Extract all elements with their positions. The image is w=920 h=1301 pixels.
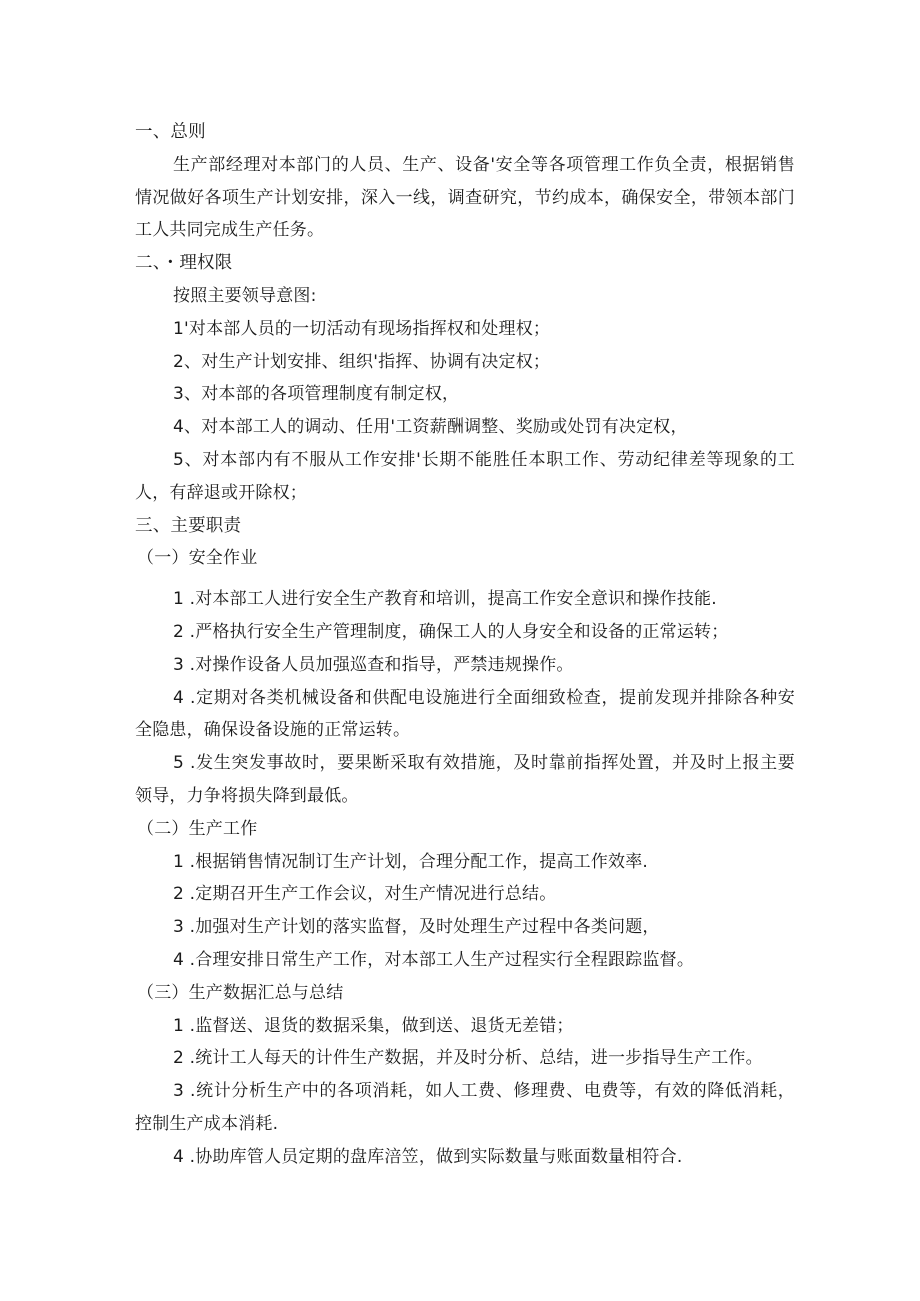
document-body [135, 116, 795, 1174]
sub-heading-production: （二）生产工作 [137, 818, 258, 839]
list-item: 1 .监督送、退货的数据采集，做到送、退货无差错； [173, 1015, 574, 1036]
list-item: 4 .协助库管人员定期的盘库涪笠，做到实际数量与账面数量相符合. [173, 1146, 683, 1167]
list-item: 2 .统计工人每天的计件生产数据，并及时分析、总结，进一步指导生产工作。 [173, 1048, 763, 1069]
list-item: 2、对生产计划安排、组织'指挥、协调有决定权； [173, 351, 551, 372]
paragraph-general: 生产部经理对本部门的人员、生产、设备'安全等各项管理工作负全责，根据销售情况做好各项生产计划安排，深入一线，调查研究，节约成本，确保安全，带领本部门工人共同完成生产任务。 [135, 154, 795, 241]
sub-heading-data-summary: （三）生产数据汇总与总结 [137, 982, 344, 1003]
list-item: 3、对本部的各项管理制度有制定权， [173, 384, 460, 405]
section-heading-authority: 二、・理权限 [135, 253, 233, 274]
list-item: 4、对本部工人的调动、任用'工资薪酬调整、奖励或处罚有决定权， [173, 417, 688, 438]
section-heading-duties: 三、主要职责 [135, 515, 242, 536]
list-item: 5、对本部内有不服从工作安排'长期不能胜任本职工作、劳动纪律差等现象的工人，有辞退或开除权； [135, 449, 795, 503]
list-item: 1 .根据销售情况制订生产计划，合理分配工作，提高工作效率. [173, 851, 649, 872]
list-item: 5 .发生突发事故时，要果断采取有效措施，及时靠前指挥处置，并及时上报主要领导，力争将损失降到最低。 [135, 753, 795, 806]
list-item: 1 .对本部工人进行安全生产教育和培训，提高工作安全意识和操作技能. [173, 589, 717, 610]
list-item: 3 .统计分析生产中的各项消耗，如人工费、修理费、电费等，有效的降低消耗，控制生产成本消耗. [135, 1081, 795, 1134]
list-item: 2 .严格执行安全生产管理制度，确保工人的人身安全和设备的正常运转； [173, 621, 729, 642]
list-item: 3 .对操作设备人员加强巡查和指导，严禁违规操作。 [173, 654, 574, 675]
list-item: 3 .加强对生产计划的落实监督，及时处理生产过程中各类问题， [173, 917, 660, 938]
list-item: 1'对本部人员的一切活动有现场指挥权和处理权； [173, 318, 551, 339]
sub-heading-safety: （一）安全作业 [137, 548, 258, 569]
section-heading-general: 一、总则 [135, 122, 206, 142]
list-item: 2 .定期召开生产工作会议，对生产情况进行总结。 [173, 884, 557, 905]
paragraph-authority-intro: 按照主要领导意图: [173, 285, 317, 306]
list-item: 4 .定期对各类机械设备和供配电设施进行全面细致检查，提前发现并排除各种安全隐患，确保设备设施的正常运转。 [135, 687, 795, 741]
list-item: 4 .合理安排日常生产工作，对本部工人生产过程实行全程跟踪监督。 [173, 949, 695, 970]
